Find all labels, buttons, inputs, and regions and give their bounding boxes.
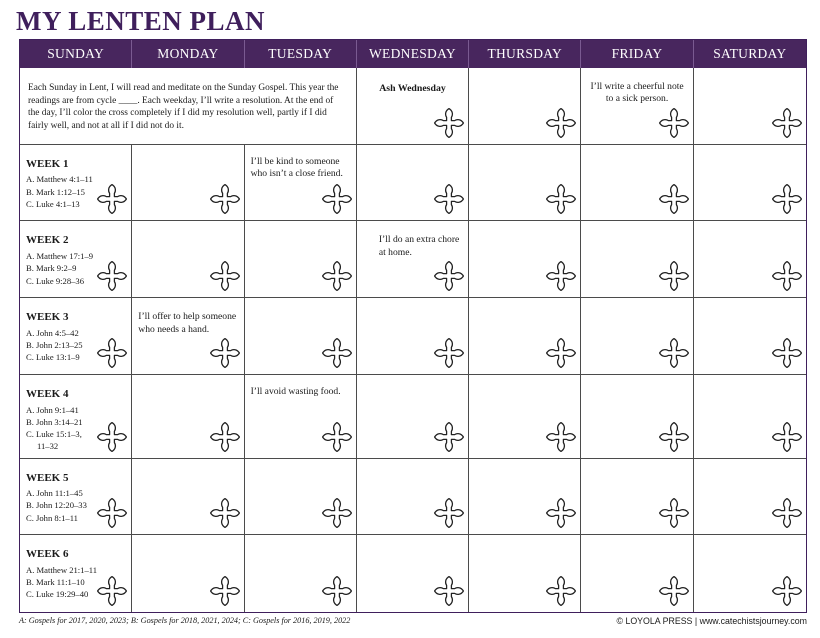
cross-icon[interactable] — [545, 575, 577, 607]
cross-icon[interactable] — [209, 575, 241, 607]
header-thursday: THURSDAY — [469, 40, 581, 68]
cell-week1-saturday — [694, 145, 806, 222]
cell-week2-thursday — [469, 221, 581, 298]
cross-icon[interactable] — [771, 575, 803, 607]
gospel-reading: A. John 9:1–41 — [26, 404, 79, 415]
cross-icon[interactable] — [209, 497, 241, 529]
cross-icon[interactable] — [658, 260, 690, 292]
cell-week4-monday — [132, 375, 244, 459]
cell-week3-tuesday — [245, 298, 357, 375]
gospel-reading: B. John 2:13–25 — [26, 340, 83, 351]
cross-icon[interactable] — [321, 421, 353, 453]
cell-week4-wednesday — [357, 375, 469, 459]
cell-week2-saturday — [694, 221, 806, 298]
header-wednesday: WEDNESDAY — [357, 40, 469, 68]
week-title: WEEK 6 — [26, 548, 69, 561]
cell-week3-saturday — [694, 298, 806, 375]
header-saturday: SATURDAY — [713, 46, 787, 61]
cell-week1-friday — [581, 145, 693, 222]
gospel-reading: C. Luke 19:29–40 — [26, 589, 89, 600]
resolution-text: I’ll offer to help someone who needs a hand. — [138, 311, 237, 335]
cell-week6-monday — [132, 535, 244, 612]
gospel-reading: A. Matthew 17:1–9 — [26, 251, 94, 262]
cell-week6-tuesday — [245, 535, 357, 612]
cross-icon[interactable] — [658, 337, 690, 369]
cross-icon[interactable] — [96, 260, 128, 292]
gospel-reading: A. John 11:1–45 — [26, 488, 83, 499]
cell-week4-thursday — [469, 375, 581, 459]
cross-icon[interactable] — [658, 183, 690, 215]
cell-week6-sunday — [20, 535, 132, 612]
cell-week4-tuesday — [245, 375, 357, 459]
week-title: WEEK 5 — [26, 471, 69, 484]
cross-icon[interactable] — [209, 260, 241, 292]
cross-icon[interactable] — [545, 260, 577, 292]
header-tuesday: TUESDAY — [245, 40, 357, 68]
week-title: WEEK 4 — [26, 387, 69, 400]
intro-cell — [20, 68, 357, 145]
cross-icon[interactable] — [771, 421, 803, 453]
cell-week4-sunday — [20, 375, 132, 459]
cross-icon[interactable] — [433, 575, 465, 607]
gospel-reading: A. Matthew 21:1–11 — [26, 565, 98, 575]
intro-text: Each Sunday in Lent, I will read and meditate on the Sunday Gospel. This year the readings are from cycle ____. Each weekday, I’ll write a resolution. At the end of the day, I’ll color the cross completely if I did my resolution well, partly if I did fairly well, and not at all if I did not do it. — [28, 83, 339, 131]
cell-week2-sunday — [20, 221, 132, 298]
cell-week5-tuesday — [245, 459, 357, 536]
gospel-reading: A. Matthew 4:1–11 — [26, 174, 93, 185]
cell-row0-wednesday — [357, 68, 469, 145]
cross-icon[interactable] — [658, 107, 690, 139]
cell-week2-tuesday — [245, 221, 357, 298]
resolution-text: I’ll be kind to someone who isn’t a close friend. — [250, 155, 343, 180]
cell-week6-friday — [581, 535, 693, 612]
cross-icon[interactable] — [96, 183, 128, 215]
cell-week3-monday — [132, 298, 244, 375]
cell-week1-wednesday — [357, 145, 469, 222]
cross-icon[interactable] — [658, 575, 690, 607]
cell-week1-sunday — [20, 145, 132, 222]
cross-icon[interactable] — [771, 260, 803, 292]
cell-row0-thursday — [469, 68, 581, 145]
week-title: WEEK 2 — [26, 234, 69, 247]
cell-week4-friday — [581, 375, 693, 459]
cell-row0-friday — [581, 68, 693, 145]
cell-week3-friday — [581, 298, 693, 375]
gospel-reading: B. John 3:14–21 — [26, 416, 83, 427]
gospel-reading: B. Mark 9:2–9 — [26, 263, 77, 274]
cross-icon[interactable] — [545, 337, 577, 369]
gospel-cycle-note: A: Gospels for 2017, 2020, 2023; B: Gospels for 2018, 2021, 2024; C: Gospels for 2016, 2019, 2022 — [19, 616, 351, 625]
cross-icon[interactable] — [433, 260, 465, 292]
cell-week1-tuesday — [245, 145, 357, 222]
gospel-reading: 11–32 — [37, 441, 59, 452]
gospel-reading: B. John 12:20–33 — [26, 500, 87, 511]
cross-icon[interactable] — [209, 337, 241, 369]
cross-icon[interactable] — [433, 183, 465, 215]
cross-icon[interactable] — [658, 497, 690, 529]
cross-icon[interactable] — [321, 337, 353, 369]
gospel-reading: B. Mark 1:12–15 — [26, 186, 85, 197]
resolution-text: I’ll write a cheerful note to a sick person. — [590, 81, 684, 105]
cell-row0-saturday — [694, 68, 806, 145]
cross-icon[interactable] — [321, 497, 353, 529]
cell-week6-thursday — [469, 535, 581, 612]
cell-week1-monday — [132, 145, 244, 222]
gospel-reading: B. Mark 11:1–10 — [26, 577, 85, 588]
cross-icon[interactable] — [658, 421, 690, 453]
weekday-header-row — [20, 40, 806, 68]
cell-week1-thursday — [469, 145, 581, 222]
calendar-grid — [20, 68, 806, 612]
cell-week2-wednesday — [357, 221, 469, 298]
cell-week3-wednesday — [357, 298, 469, 375]
gospel-reading: A. John 4:5–42 — [26, 327, 79, 338]
week-title: WEEK 3 — [26, 311, 69, 324]
cross-icon[interactable] — [545, 497, 577, 529]
cell-week6-wednesday — [357, 535, 469, 612]
gospel-reading: C. Luke 4:1–13 — [26, 198, 80, 209]
cross-icon[interactable] — [209, 421, 241, 453]
cell-week6-saturday — [694, 535, 806, 612]
cross-icon[interactable] — [433, 337, 465, 369]
week-title: WEEK 1 — [26, 157, 69, 170]
cross-icon[interactable] — [433, 107, 465, 139]
header-monday: MONDAY — [132, 40, 244, 68]
cross-icon[interactable] — [771, 183, 803, 215]
header-friday: FRIDAY — [581, 40, 693, 68]
cross-icon[interactable] — [545, 107, 577, 139]
cell-week5-thursday — [469, 459, 581, 536]
cross-icon[interactable] — [96, 337, 128, 369]
cell-week5-wednesday — [357, 459, 469, 536]
gospel-reading: C. Luke 15:1–3, — [26, 429, 82, 440]
cell-week5-saturday — [694, 459, 806, 536]
cross-icon[interactable] — [771, 497, 803, 529]
cross-icon[interactable] — [96, 421, 128, 453]
cell-week2-monday — [132, 221, 244, 298]
cell-week5-sunday — [20, 459, 132, 536]
cell-week5-friday — [581, 459, 693, 536]
gospel-reading: C. Luke 13:1–9 — [26, 352, 80, 363]
cross-icon[interactable] — [545, 183, 577, 215]
gospel-reading: C. John 8:1–11 — [26, 512, 78, 523]
cross-icon[interactable] — [433, 421, 465, 453]
cell-week3-thursday — [469, 298, 581, 375]
cell-week5-monday — [132, 459, 244, 536]
cross-icon[interactable] — [96, 497, 128, 529]
cross-icon[interactable] — [321, 575, 353, 607]
cross-icon[interactable] — [209, 183, 241, 215]
copyright-note: © LOYOLA PRESS | www.catechistsjourney.com — [616, 616, 807, 626]
cross-icon[interactable] — [321, 183, 353, 215]
cross-icon[interactable] — [433, 497, 465, 529]
cross-icon[interactable] — [545, 421, 577, 453]
ash-wednesday-label: Ash Wednesday — [379, 83, 446, 94]
cell-week4-saturday — [694, 375, 806, 459]
cross-icon[interactable] — [321, 260, 353, 292]
cross-icon[interactable] — [771, 337, 803, 369]
gospel-reading: C. Luke 9:28–36 — [26, 275, 85, 286]
resolution-text: I’ll avoid wasting food. — [250, 385, 341, 397]
cell-week3-sunday — [20, 298, 132, 375]
lenten-calendar — [19, 39, 807, 613]
header-sunday: SUNDAY — [20, 40, 132, 68]
resolution-text: I’ll do an extra chore at home. — [378, 234, 460, 258]
cross-icon[interactable] — [96, 575, 128, 607]
page-title: MY LENTEN PLAN — [16, 6, 266, 36]
cross-icon[interactable] — [771, 107, 803, 139]
cell-week2-friday — [581, 221, 693, 298]
